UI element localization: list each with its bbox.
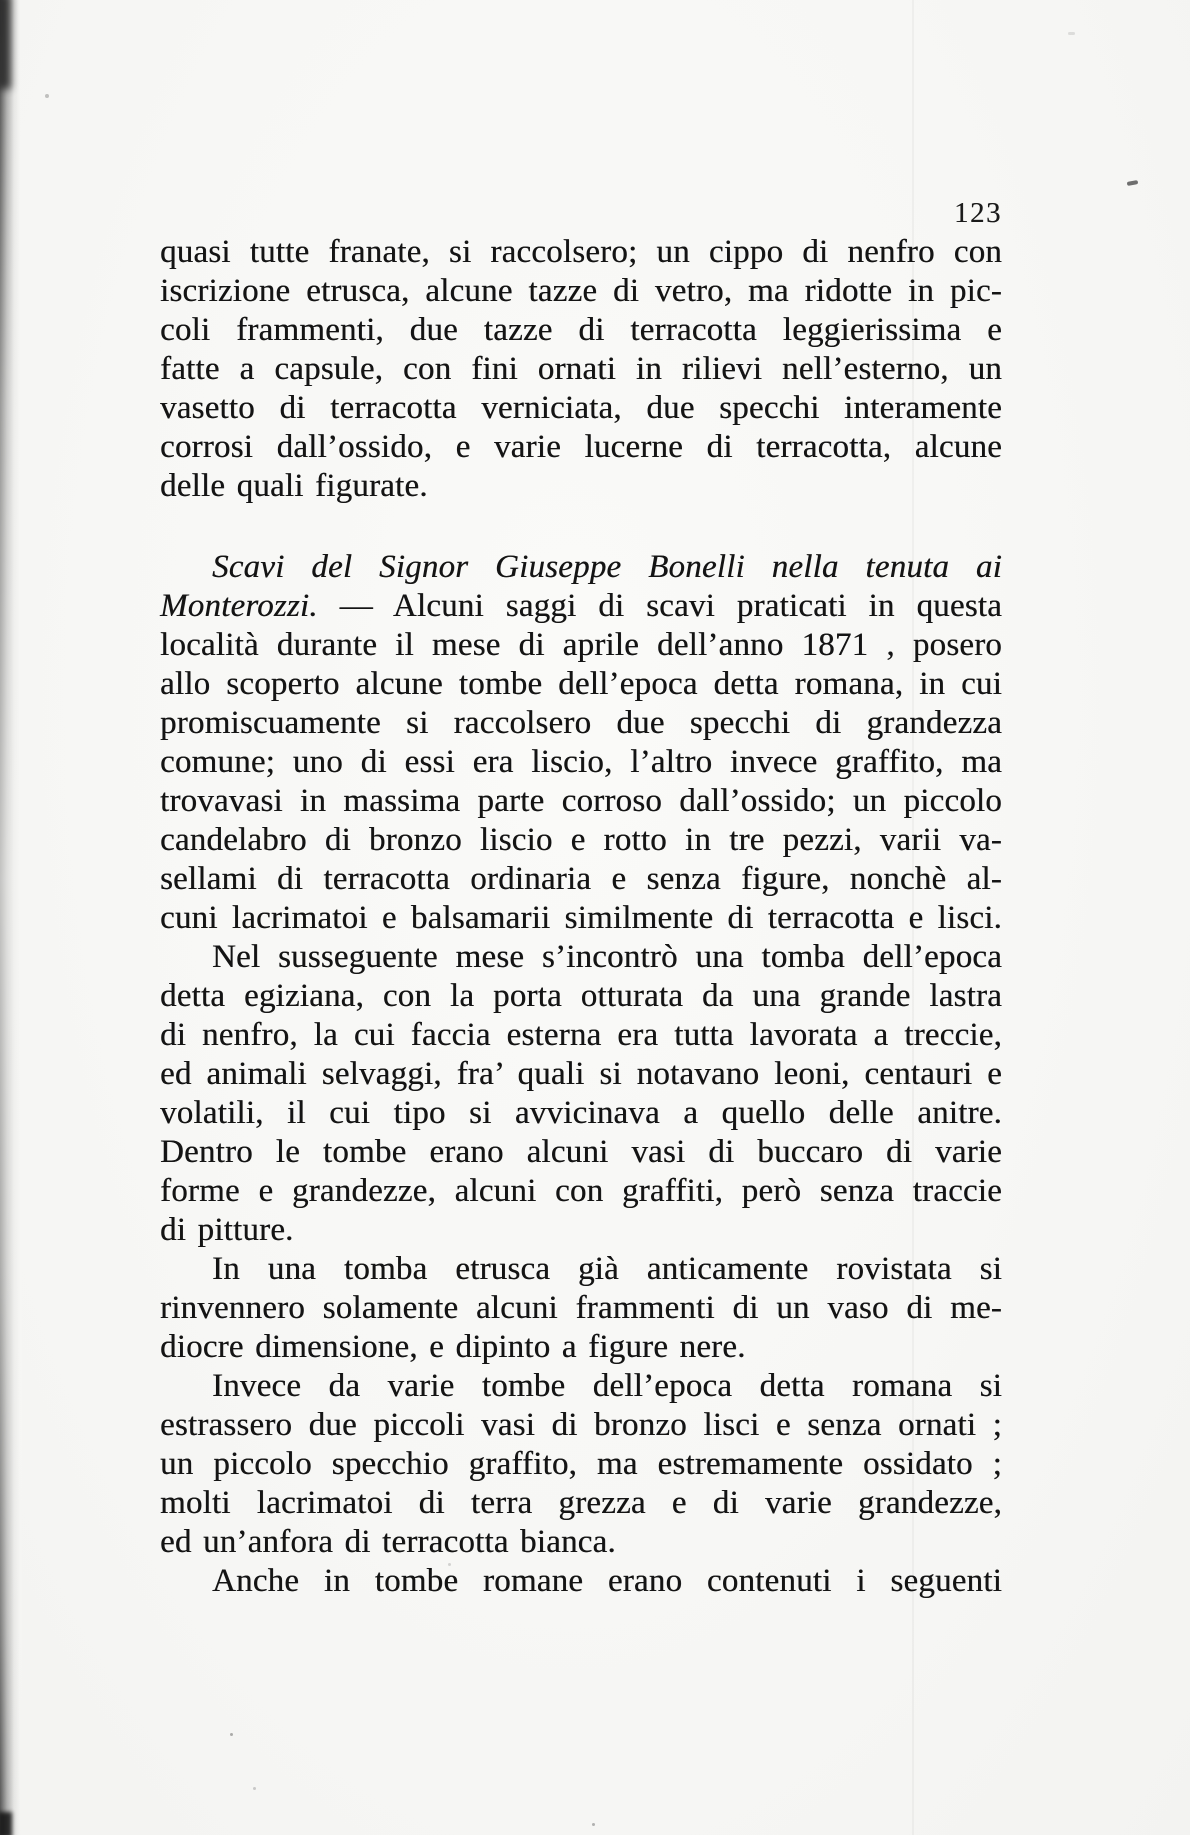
text-line <box>160 1406 1002 1445</box>
text-segment: detta egiziana, con la porta otturata da una grande lastra <box>160 978 1002 1014</box>
text-line <box>160 782 1002 821</box>
text-section <box>160 548 1002 1601</box>
text-segment: Dentro le tombe erano alcuni vasi di buccaro di varie <box>160 1134 1002 1170</box>
text-section <box>160 233 1002 506</box>
text-segment: trovavasi in massima parte corroso dall’ossido; un piccolo <box>160 783 1002 819</box>
text-segment: — Alcuni saggi di scavi praticati in questa <box>317 588 1002 624</box>
ink-speck <box>1068 32 1075 35</box>
ink-speck <box>253 1787 256 1790</box>
text-segment: volatili, il cui tipo si avvicinava a quello delle anitre. <box>160 1095 1002 1131</box>
paragraph <box>160 1250 1002 1367</box>
text-line <box>160 587 1002 626</box>
text-segment: un piccolo specchio graffito, ma estremamente ossidato ; <box>160 1446 1002 1482</box>
text-line <box>160 899 1002 938</box>
paragraph <box>160 938 1002 1250</box>
text-segment: Invece da varie tombe dell’epoca detta romana si <box>212 1368 1002 1404</box>
ink-speck <box>45 94 49 98</box>
text-line <box>160 665 1002 704</box>
text-segment: diocre dimensione, e dipinto a figure nere. <box>160 1329 746 1365</box>
text-line <box>160 1172 1002 1211</box>
text-segment: comune; uno di essi era liscio, l’altro invece graffito, ma <box>160 744 1002 780</box>
page-number: 123 <box>954 197 1002 229</box>
text-segment: molti lacrimatoi di terra grezza e di varie grandezze, <box>160 1485 1002 1521</box>
italic-text-segment: Monterozzi. <box>160 588 318 624</box>
scan-artifact-top-left <box>0 0 11 89</box>
text-segment: delle quali figurate. <box>160 468 428 504</box>
text-segment: di pitture. <box>160 1212 294 1248</box>
text-segment: località durante il mese di aprile dell’anno 1871 , posero <box>160 627 1002 663</box>
text-segment: candelabro di bronzo liscio e rotto in tre pezzi, varii va- <box>160 822 1002 858</box>
paragraph <box>160 233 1002 506</box>
binding-shadow-fade <box>0 0 22 1835</box>
paragraph <box>160 548 1002 938</box>
text-line <box>160 1562 1002 1601</box>
text-segment: vasetto di terracotta verniciata, due specchi interamente <box>160 390 1002 426</box>
text-line <box>160 1328 1002 1367</box>
text-segment: coli frammenti, due tazze di terracotta leggierissima e <box>160 312 1002 348</box>
text-line <box>160 977 1002 1016</box>
text-line <box>160 1016 1002 1055</box>
text-line <box>160 272 1002 311</box>
text-line <box>160 1289 1002 1328</box>
ink-speck <box>592 1823 595 1826</box>
text-line <box>160 1445 1002 1484</box>
text-line <box>160 860 1002 899</box>
text-segment: rinvennero solamente alcuni frammenti di un vaso di me- <box>160 1290 1002 1326</box>
text-line <box>160 1250 1002 1289</box>
text-segment: sellami di terracotta ordinaria e senza figure, nonchè al- <box>160 861 1002 897</box>
paragraph <box>160 1562 1002 1601</box>
text-line <box>160 626 1002 665</box>
text-block <box>160 233 1002 1601</box>
text-line <box>160 389 1002 428</box>
text-line <box>160 704 1002 743</box>
text-line <box>160 233 1002 272</box>
paragraph <box>160 1367 1002 1562</box>
text-segment: iscrizione etrusca, alcune tazze di vetro, ma ridotte in pic- <box>160 273 1002 309</box>
text-segment: cuni lacrimatoi e balsamarii similmente di terracotta e lisci. <box>160 900 1002 936</box>
text-segment: corrosi dall’ossido, e varie lucerne di terracotta, alcune <box>160 429 1002 465</box>
scan-artifact-bottom-left <box>0 1812 12 1835</box>
text-line <box>160 1367 1002 1406</box>
text-line <box>160 821 1002 860</box>
text-segment: di nenfro, la cui faccia esterna era tutta lavorata a treccie, <box>160 1017 1002 1053</box>
text-line <box>160 350 1002 389</box>
text-segment: In una tomba etrusca già anticamente rovistata si <box>212 1251 1002 1287</box>
text-segment: Anche in tombe romane erano contenuti i seguenti <box>212 1563 1002 1599</box>
ink-speck <box>230 1733 233 1736</box>
italic-text-segment: Scavi del Signor Giuseppe Bonelli nella tenuta ai <box>212 549 1002 585</box>
text-segment: ed animali selvaggi, fra’ quali si notavano leoni, centauri e <box>160 1056 1002 1092</box>
ink-speck-dash <box>1127 180 1139 186</box>
text-segment: promiscuamente si raccolsero due specchi di grandezza <box>160 705 1002 741</box>
text-line <box>160 1211 1002 1250</box>
text-line <box>160 311 1002 350</box>
text-line <box>160 938 1002 977</box>
text-segment: forme e grandezze, alcuni con graffiti, però senza traccie <box>160 1173 1002 1209</box>
text-line <box>160 1484 1002 1523</box>
text-segment: quasi tutte franate, si raccolsero; un cippo di nenfro con <box>160 234 1002 270</box>
text-line <box>160 467 1002 506</box>
text-line <box>160 1094 1002 1133</box>
text-segment: ed un’anfora di terracotta bianca. <box>160 1524 616 1560</box>
text-line <box>160 1055 1002 1094</box>
text-segment: fatte a capsule, con fini ornati in rilievi nell’esterno, un <box>160 351 1002 387</box>
text-line <box>160 1133 1002 1172</box>
text-line <box>160 428 1002 467</box>
text-line <box>160 1523 1002 1562</box>
text-line <box>160 548 1002 587</box>
text-segment: allo scoperto alcune tombe dell’epoca detta romana, in cui <box>160 666 1002 702</box>
text-segment: estrassero due piccoli vasi di bronzo lisci e senza ornati ; <box>160 1407 1002 1443</box>
text-line <box>160 743 1002 782</box>
text-segment: Nel susseguente mese s’incontrò una tomba dell’epoca <box>212 939 1002 975</box>
